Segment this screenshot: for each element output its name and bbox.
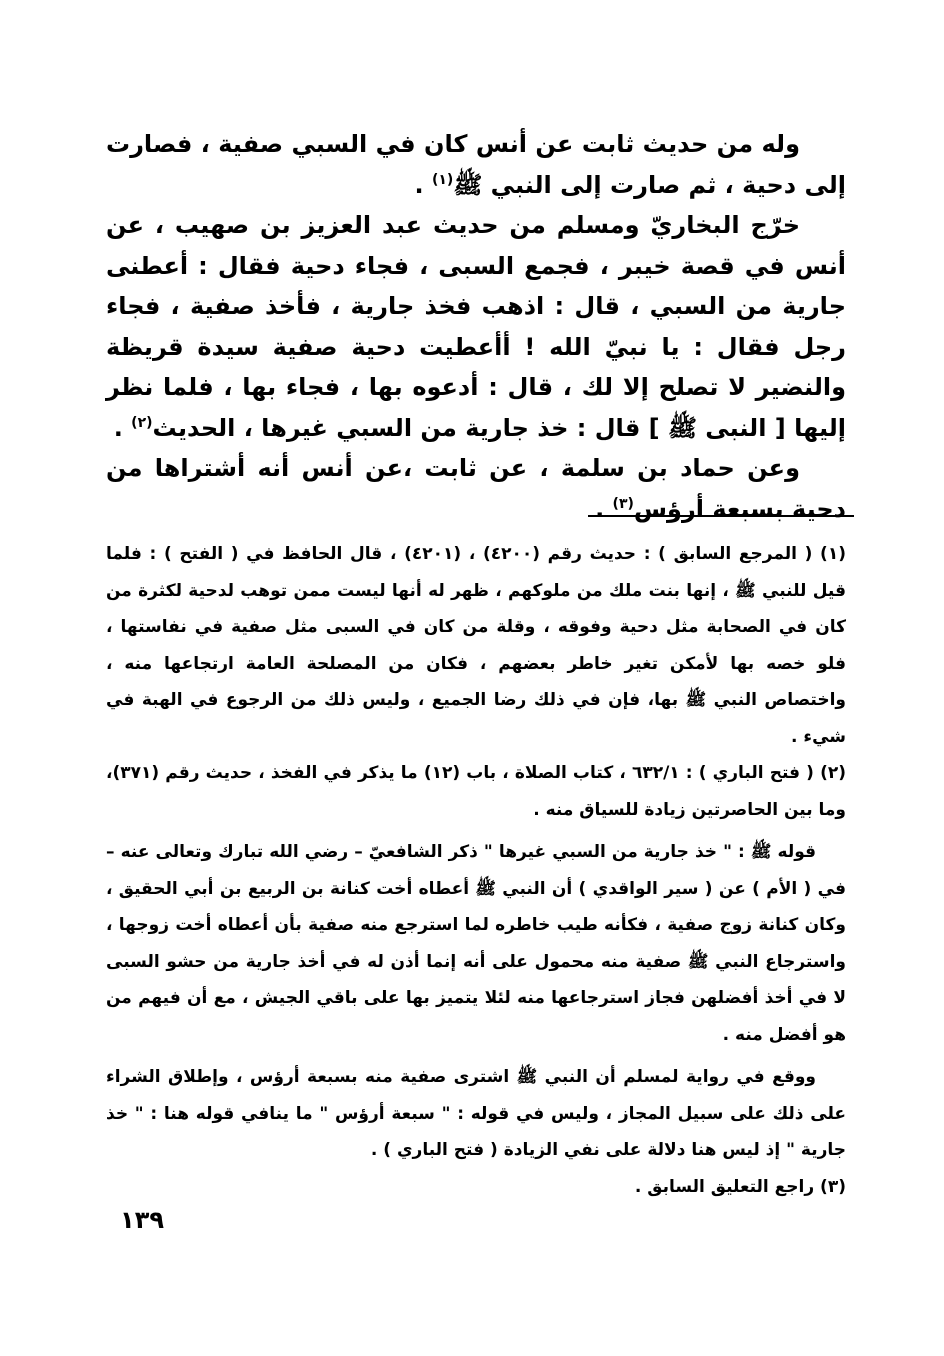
- footnote-2-continuation-2: ووقع في رواية لمسلم أن النبي ﷺ اشترى صفية منه بسبعة أرؤس ، وإطلاق الشراء على ذلك على سبيل المجاز ، وليس في قوله : " سبعة أرؤس " ما ينافي قوله هنا : " خذ جارية " إذ ليس هنا دلالة على نفي الزيادة ( فتح الباري ) .: [106, 1067, 846, 1160]
- footnote-ref-3: (٣): [612, 495, 634, 512]
- footnote-2-continuation-1: قوله ﷺ : " خذ جارية من السبي غيرها " ذكر الشافعيّ – رضي الله تبارك وتعالى عنه – في ( الأم ) عن ( سير الواقدي ) أن النبي ﷺ أعطاه أخت كنانة بن الربيع بن أبي الحقيق ، وكان كنانة زوج صفية ، فكأنه طيب خاطره لما استرجع منه صفية بأن أعطاه أخت زوجها ، واسترجاع النبي ﷺ صفية منه محمول على أنه إنما أذن له في أخذ جارية من حشو السبى لا في أخذ أفضلهن فجاز استرجاعها منه لئلا يتميز بها على باقي الجيش ، مع أن فيهم من هو أفضل منه .: [106, 842, 846, 1045]
- footnote-2: (٢) ( فتح الباري ) : ٦٣٢/١ ، كتاب الصلاة ، باب (١٢) ما يذكر في الفخذ ، حديث رقم (٣٧١)، وما بين الحاصرتين زيادة للسياق منه .: [106, 763, 847, 820]
- footnote-ref-2: (٢): [131, 414, 153, 431]
- footnote-ref-1: (١): [431, 171, 454, 188]
- main-paragraph-2: خرّج البخاريّ ومسلم من حديث عبد العزيز بن صهيب ، عن أنس في قصة خيبر ، فجمع السبى ، فجاء دحية فقال : أعطنى جارية من السبي ، قال : اذهب فخذ جارية ، فأخذ صفية ، فجاء رجل فقال : يا نبيّ الله ! أأعطيت دحية صفية سيدة قريظة والنضير لا تصلح إلا لك ، قال : أدعوه بها ، فجاء بها ، فلما نظر إليها [ النبى ﷺ ] قال : خذ جارية من السبي غيرها ، الحديث$^{(٢)}$ .: [106, 211, 846, 442]
- main-text: [106, 124, 846, 529]
- footnote-separator: [588, 515, 854, 517]
- main-paragraph-3: وعن حماد بن سلمة ، عن ثابت ،عن أنس أنه أشتراها من دحية بسبعة أرؤس$^{(٣)}$ .: [106, 454, 846, 523]
- footnote-1: (١) ( المرجع السابق ) : حديث رقم (٤٢٠٠) ، (٤٢٠١) ، قال الحافظ في ( الفتح ) : فلما قيل للنبي ﷺ ، إنها بنت ملك من ملوكهم ، ظهر له أنها ليست ممن توهب لدحية لكثرة من كان في الصحابة مثل دحية وفوقه ، وقلة من كان في السبى مثل صفية في نفاستها ، فلو خصه بها لأمكن تغير خاطر بعضهم ، فكان من المصلحة العامة ارتجاعها منه ، واختصاص النبي ﷺ بها، فإن في ذلك رضا الجميع ، وليس ذلك من الرجوع في الهبة في شيء .: [106, 544, 846, 747]
- footnotes: [106, 536, 846, 1205]
- page-number: ١٣٩: [120, 1206, 164, 1234]
- footnote-3: (٣) راجع التعليق السابق .: [634, 1176, 846, 1197]
- main-paragraph-1: وله من حديث ثابت عن أنس كان في السبي صفية ، فصارت إلى دحية ، ثم صارت إلى النبي ﷺ$^{(١)}$ .: [106, 130, 846, 199]
